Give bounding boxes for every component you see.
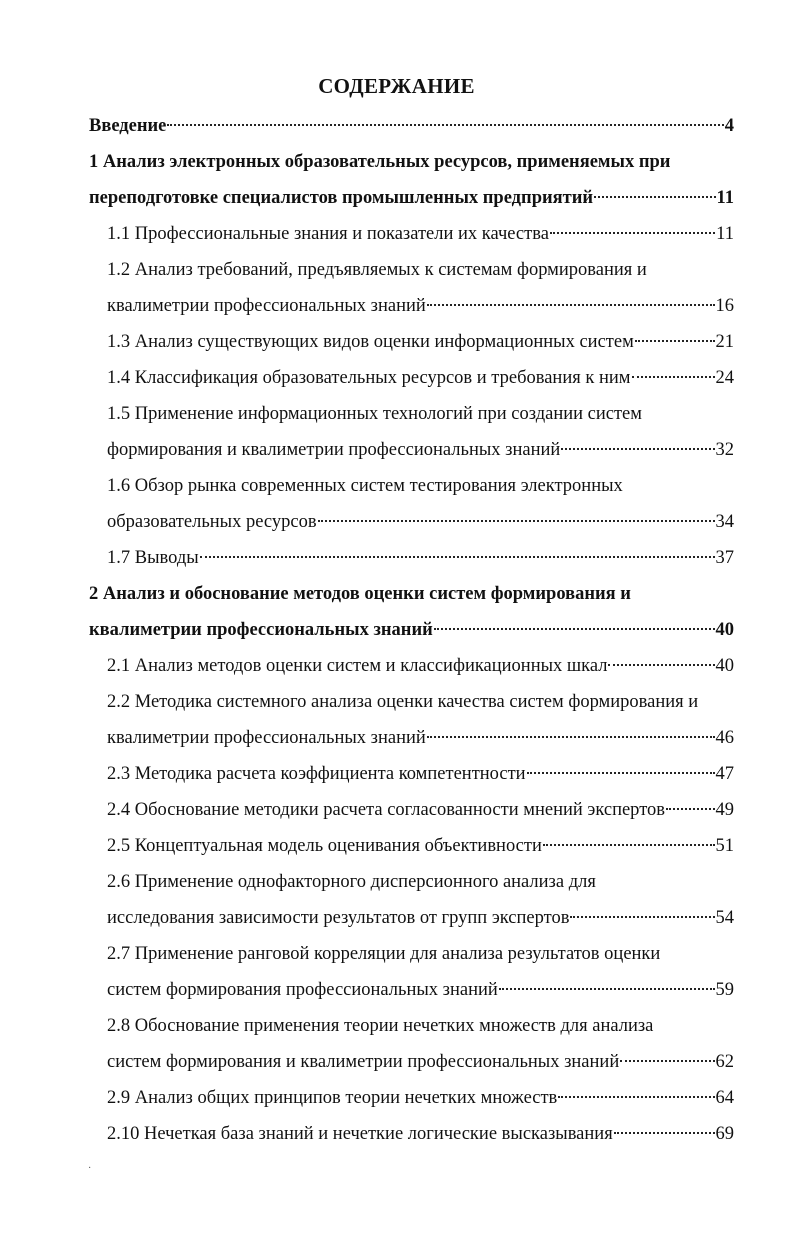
toc-entry-1-2-cont xyxy=(107,288,734,324)
dot-leader xyxy=(499,988,715,990)
toc-entry-text: систем формирования профессиональных знаний xyxy=(107,980,498,1000)
dot-leader xyxy=(527,772,715,774)
dot-leader xyxy=(635,340,715,342)
toc-entry-1-5-cont xyxy=(107,432,734,468)
toc-entry-2-4 xyxy=(107,792,734,828)
toc-entry-text: 1.1 Профессиональные знания и показатели их качества xyxy=(107,224,549,244)
toc-entry-text: исследования зависимости результатов от групп экспертов xyxy=(107,908,570,928)
toc-page-number: 46 xyxy=(715,728,734,748)
dot-leader xyxy=(200,556,715,558)
dot-leader xyxy=(550,232,715,234)
toc-entry-text: 2.10 Нечеткая база знаний и нечеткие логические высказывания xyxy=(107,1124,613,1144)
toc-entry-text: 1.7 Выводы xyxy=(107,548,199,568)
toc-entry-text: 2 Анализ и обоснование методов оценки систем формирования и xyxy=(89,584,631,604)
toc-page-number: 34 xyxy=(715,512,734,532)
toc-page-number: 49 xyxy=(715,800,734,820)
toc-page-number: 21 xyxy=(715,332,734,352)
toc-entry-2-2-cont xyxy=(107,720,734,756)
dot-leader xyxy=(632,376,715,378)
toc-entry-2-2 xyxy=(107,684,698,720)
toc-page-number: 40 xyxy=(715,620,734,640)
toc-entry-1-5 xyxy=(107,396,642,432)
dot-leader xyxy=(427,304,715,306)
toc-entry-text: 2.9 Анализ общих принципов теории нечетких множеств xyxy=(107,1088,558,1108)
toc-page-number: 40 xyxy=(715,656,734,676)
dot-leader xyxy=(666,808,714,810)
toc-entry-text: 2.4 Обоснование методики расчета согласованности мнений экспертов xyxy=(107,800,666,820)
toc-page-number: 64 xyxy=(715,1088,734,1108)
dot-leader xyxy=(594,196,715,198)
toc-entry-text: переподготовке специалистов промышленных предприятий xyxy=(89,188,594,208)
toc-entry-1-6-cont xyxy=(107,504,734,540)
dot-leader xyxy=(614,1132,715,1134)
toc-entry-text: 2.8 Обоснование применения теории нечетких множеств для анализа xyxy=(107,1016,654,1036)
toc-entry-2-8-cont xyxy=(107,1044,734,1080)
toc-entry-text: 1.2 Анализ требований, предъявляемых к системам формирования и xyxy=(107,260,647,280)
dot-leader xyxy=(558,1096,714,1098)
toc-entry-2-3 xyxy=(107,756,734,792)
dot-leader xyxy=(608,664,714,666)
toc-entry-text: квалиметрии профессиональных знаний xyxy=(89,620,433,640)
toc-page-number: 24 xyxy=(715,368,734,388)
toc-entry-text: 2.2 Методика системного анализа оценки качества систем формирования и xyxy=(107,692,699,712)
toc-entry-text: 2.6 Применение однофакторного дисперсионного анализа для xyxy=(107,872,596,892)
toc-page-number: 32 xyxy=(715,440,734,460)
dot-leader xyxy=(434,628,715,630)
toc-entry-1-6 xyxy=(107,468,623,504)
toc-entry-text: образовательных ресурсов xyxy=(107,512,317,532)
toc-page-number: 62 xyxy=(715,1052,734,1072)
toc-page-number: 47 xyxy=(715,764,734,784)
toc-entry-text: 2.7 Применение ранговой корреляции для анализа результатов оценки xyxy=(107,944,661,964)
toc-page-number: 54 xyxy=(715,908,734,928)
toc-page-number: 51 xyxy=(715,836,734,856)
toc-entry-2-7-cont xyxy=(107,972,734,1008)
dot-leader xyxy=(318,520,715,522)
dot-leader xyxy=(561,448,714,450)
toc-entry-2-8 xyxy=(107,1008,653,1044)
toc-entry-text: Введение xyxy=(89,116,167,136)
dot-leader xyxy=(543,844,715,846)
toc-entry-text: 1.3 Анализ существующих видов оценки информационных систем xyxy=(107,332,634,352)
toc-entry-intro xyxy=(89,108,734,144)
page-title: СОДЕРЖАНИЕ xyxy=(318,74,475,98)
toc-entry-2-10 xyxy=(107,1116,734,1152)
toc-entry-1-2 xyxy=(107,252,647,288)
toc-page-number: 11 xyxy=(716,224,734,244)
toc-entry-text: квалиметрии профессиональных знаний xyxy=(107,296,426,316)
toc-entry-2-9 xyxy=(107,1080,734,1116)
toc-page-number: 37 xyxy=(715,548,734,568)
toc-entry-2-6-cont xyxy=(107,900,734,936)
toc-entry-text: 1.6 Обзор рынка современных систем тестирования электронных xyxy=(107,476,623,496)
toc-entry-text: 1 Анализ электронных образовательных ресурсов, применяемых при xyxy=(89,152,671,172)
toc-entry-2-5 xyxy=(107,828,734,864)
toc-entry-1-4 xyxy=(107,360,734,396)
toc-entry-1-1 xyxy=(107,216,734,252)
toc-entry-text: 1.5 Применение информационных технологий при создании систем xyxy=(107,404,642,424)
toc-entry-chapter-1-cont xyxy=(89,180,734,216)
toc-entry-1-3 xyxy=(107,324,734,360)
toc-entry-2-7 xyxy=(107,936,660,972)
toc-page-number: 4 xyxy=(724,116,734,136)
toc-entry-text: формирования и квалиметрии профессиональных знаний xyxy=(107,440,561,460)
toc-entry-text: систем формирования и квалиметрии профессиональных знаний xyxy=(107,1052,620,1072)
stray-mark: · xyxy=(88,1163,92,1174)
toc-page-number: 59 xyxy=(715,980,734,1000)
toc-entry-text: квалиметрии профессиональных знаний xyxy=(107,728,426,748)
toc-page-number: 11 xyxy=(716,188,734,208)
toc-entry-2-1 xyxy=(107,648,734,684)
dot-leader xyxy=(620,1060,714,1062)
dot-leader xyxy=(167,124,723,126)
toc-entry-text: 2.5 Концептуальная модель оценивания объективности xyxy=(107,836,542,856)
dot-leader xyxy=(570,916,714,918)
toc-entry-chapter-2 xyxy=(89,576,631,612)
toc-page-number: 69 xyxy=(715,1124,734,1144)
toc-entry-1-7 xyxy=(107,540,734,576)
toc-entry-text: 2.3 Методика расчета коэффициента компетентности xyxy=(107,764,526,784)
toc-entry-2-6 xyxy=(107,864,596,900)
toc-entry-text: 1.4 Классификация образовательных ресурсов и требования к ним xyxy=(107,368,631,388)
toc-entry-chapter-2-cont xyxy=(89,612,734,648)
toc-page-number: 16 xyxy=(715,296,734,316)
dot-leader xyxy=(427,736,715,738)
toc-entry-chapter-1 xyxy=(89,144,670,180)
toc-entry-text: 2.1 Анализ методов оценки систем и классификационных шкал xyxy=(107,656,608,676)
